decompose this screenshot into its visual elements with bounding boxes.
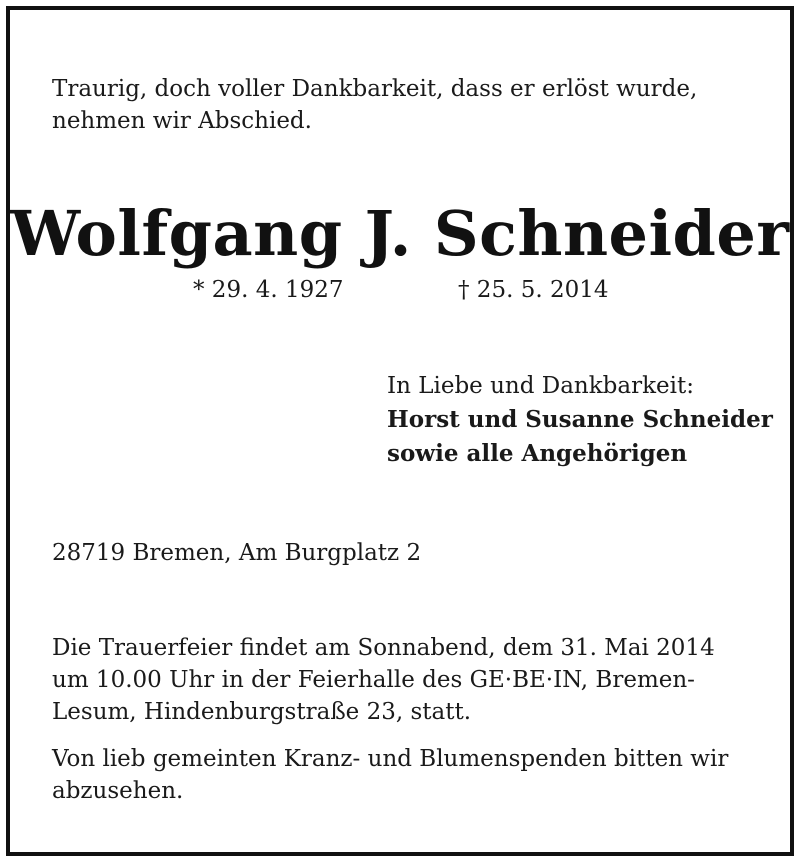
intro-line: Traurig, doch voller Dankbarkeit, dass er erlöst wurde, <box>52 76 698 102</box>
mourners-family-line: Horst und Susanne Schneider <box>387 406 773 433</box>
mourners-family-line: sowie alle Angehörigen <box>387 440 688 467</box>
obituary-notice <box>6 6 794 856</box>
ceremony-line: Lesum, Hindenburgstraße 23, statt. <box>52 699 472 725</box>
ceremony-text <box>52 632 762 728</box>
mourners-heading: In Liebe und Dankbarkeit: <box>387 373 694 399</box>
donation-line: abzusehen. <box>52 778 184 804</box>
intro-line: nehmen wir Abschied. <box>52 108 312 134</box>
donation-line: Von lieb gemeinten Kranz- und Blumenspenden bitten wir <box>52 746 729 772</box>
mourners-block <box>387 369 773 471</box>
address: 28719 Bremen, Am Burgplatz 2 <box>52 540 422 566</box>
ceremony-line: um 10.00 Uhr in der Feierhalle des GE·BE·IN, Bremen- <box>52 667 695 693</box>
birth-date: * 29. 4. 1927 <box>193 277 344 303</box>
ceremony-line: Die Trauerfeier findet am Sonnabend, dem 31. Mai 2014 <box>52 635 715 661</box>
donation-text <box>52 743 762 807</box>
deceased-name: Wolfgang J. Schneider <box>10 197 790 270</box>
intro-text <box>52 73 762 137</box>
death-date: † 25. 5. 2014 <box>458 277 609 303</box>
